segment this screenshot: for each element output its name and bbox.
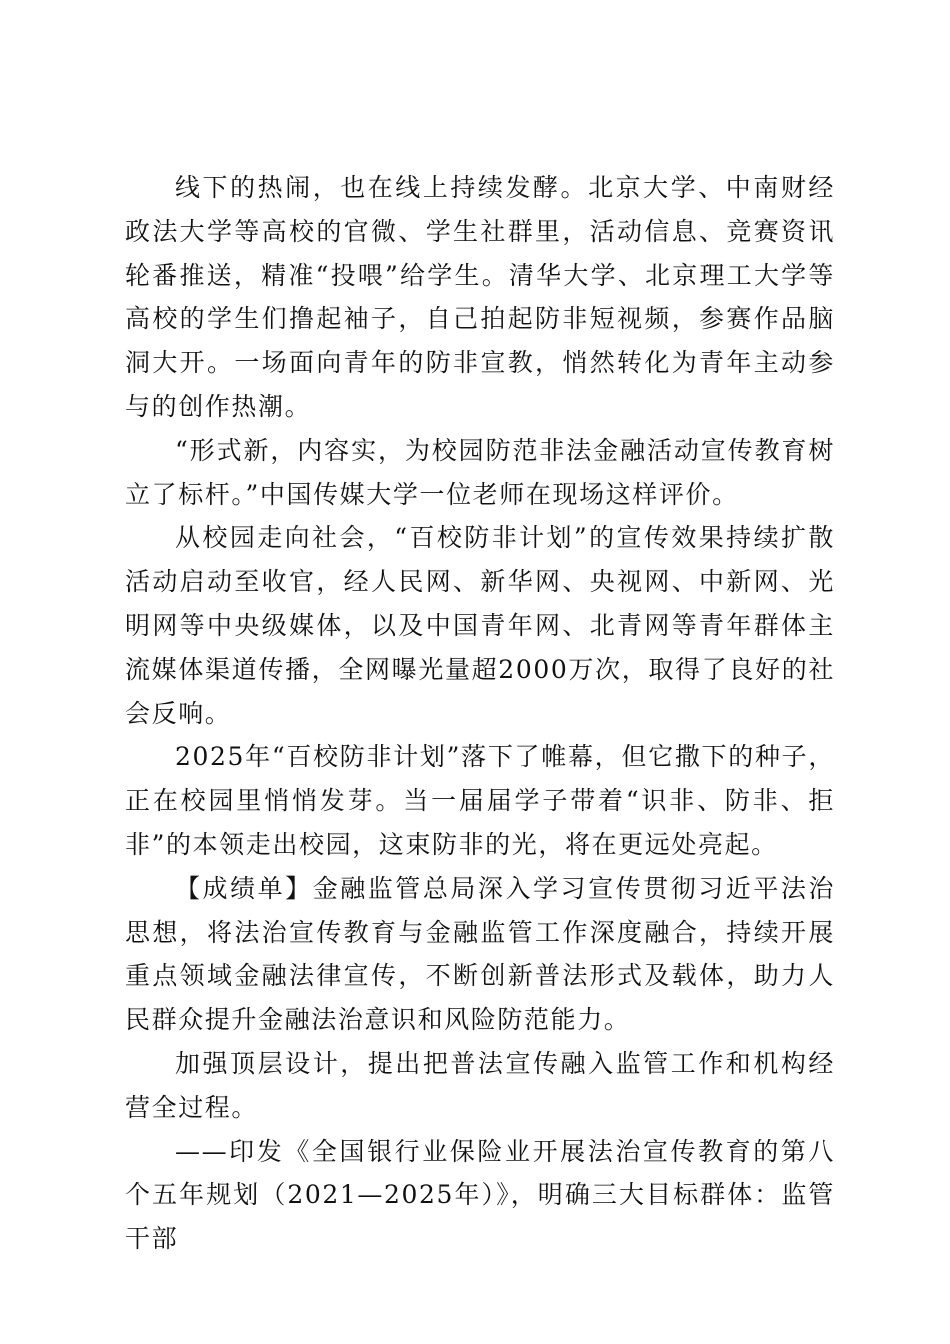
paragraph-media-coverage: 从校园走向社会，“百校防非计划”的宣传效果持续扩散活动启动至收官，经人民网、新华网、央视网、中新网、光明网等中央级媒体，以及中国青年网、北青网等青年群体主流媒体渠道传播，全网曝光量超2000万次，取得了良好的社会反响。: [125, 523, 835, 728]
paragraph-five-year-plan: ——印发《全国银行业保险业开展法治宣传教育的第八个五年规划（2021—2025年）》，明确三大目标群体：监管干部: [125, 1136, 835, 1254]
paragraph-online-activity: 线下的热闹，也在线上持续发酵。北京大学、中南财经政法大学等高校的官微、学生社群里，活动信息、竞赛资讯轮番推送，精准“投喂”给学生。清华大学、北京理工大学等高校的学生们撸起袖子，自己拍起防非短视频，参赛作品脑洞大开。一场面向青年的防非宣教，悄然转化为青年主动参与的创作热潮。: [125, 173, 835, 421]
paragraph-top-level-design: 加强顶层设计，提出把普法宣传融入监管工作和机构经营全过程。: [125, 1048, 835, 1122]
document-body: [125, 166, 835, 1261]
paragraph-closing: 2025年“百校防非计划”落下了帷幕，但它撒下的种子，正在校园里悄悄发芽。当一届届学子带着“识非、防非、拒非”的本领走出校园，这束防非的光，将在更远处亮起。: [125, 742, 835, 859]
paragraph-achievements: 【成绩单】金融监管总局深入学习宣传贯彻习近平法治思想，将法治宣传教育与金融监管工作深度融合，持续开展重点领域金融法律宣传，不断创新普法形式及载体，助力人民群众提升金融法治意识和风险防范能力。: [125, 873, 835, 1035]
paragraph-teacher-quote: “形式新，内容实，为校园防范非法金融活动宣传教育树立了标杆。”中国传媒大学一位老师在现场这样评价。: [125, 435, 835, 509]
